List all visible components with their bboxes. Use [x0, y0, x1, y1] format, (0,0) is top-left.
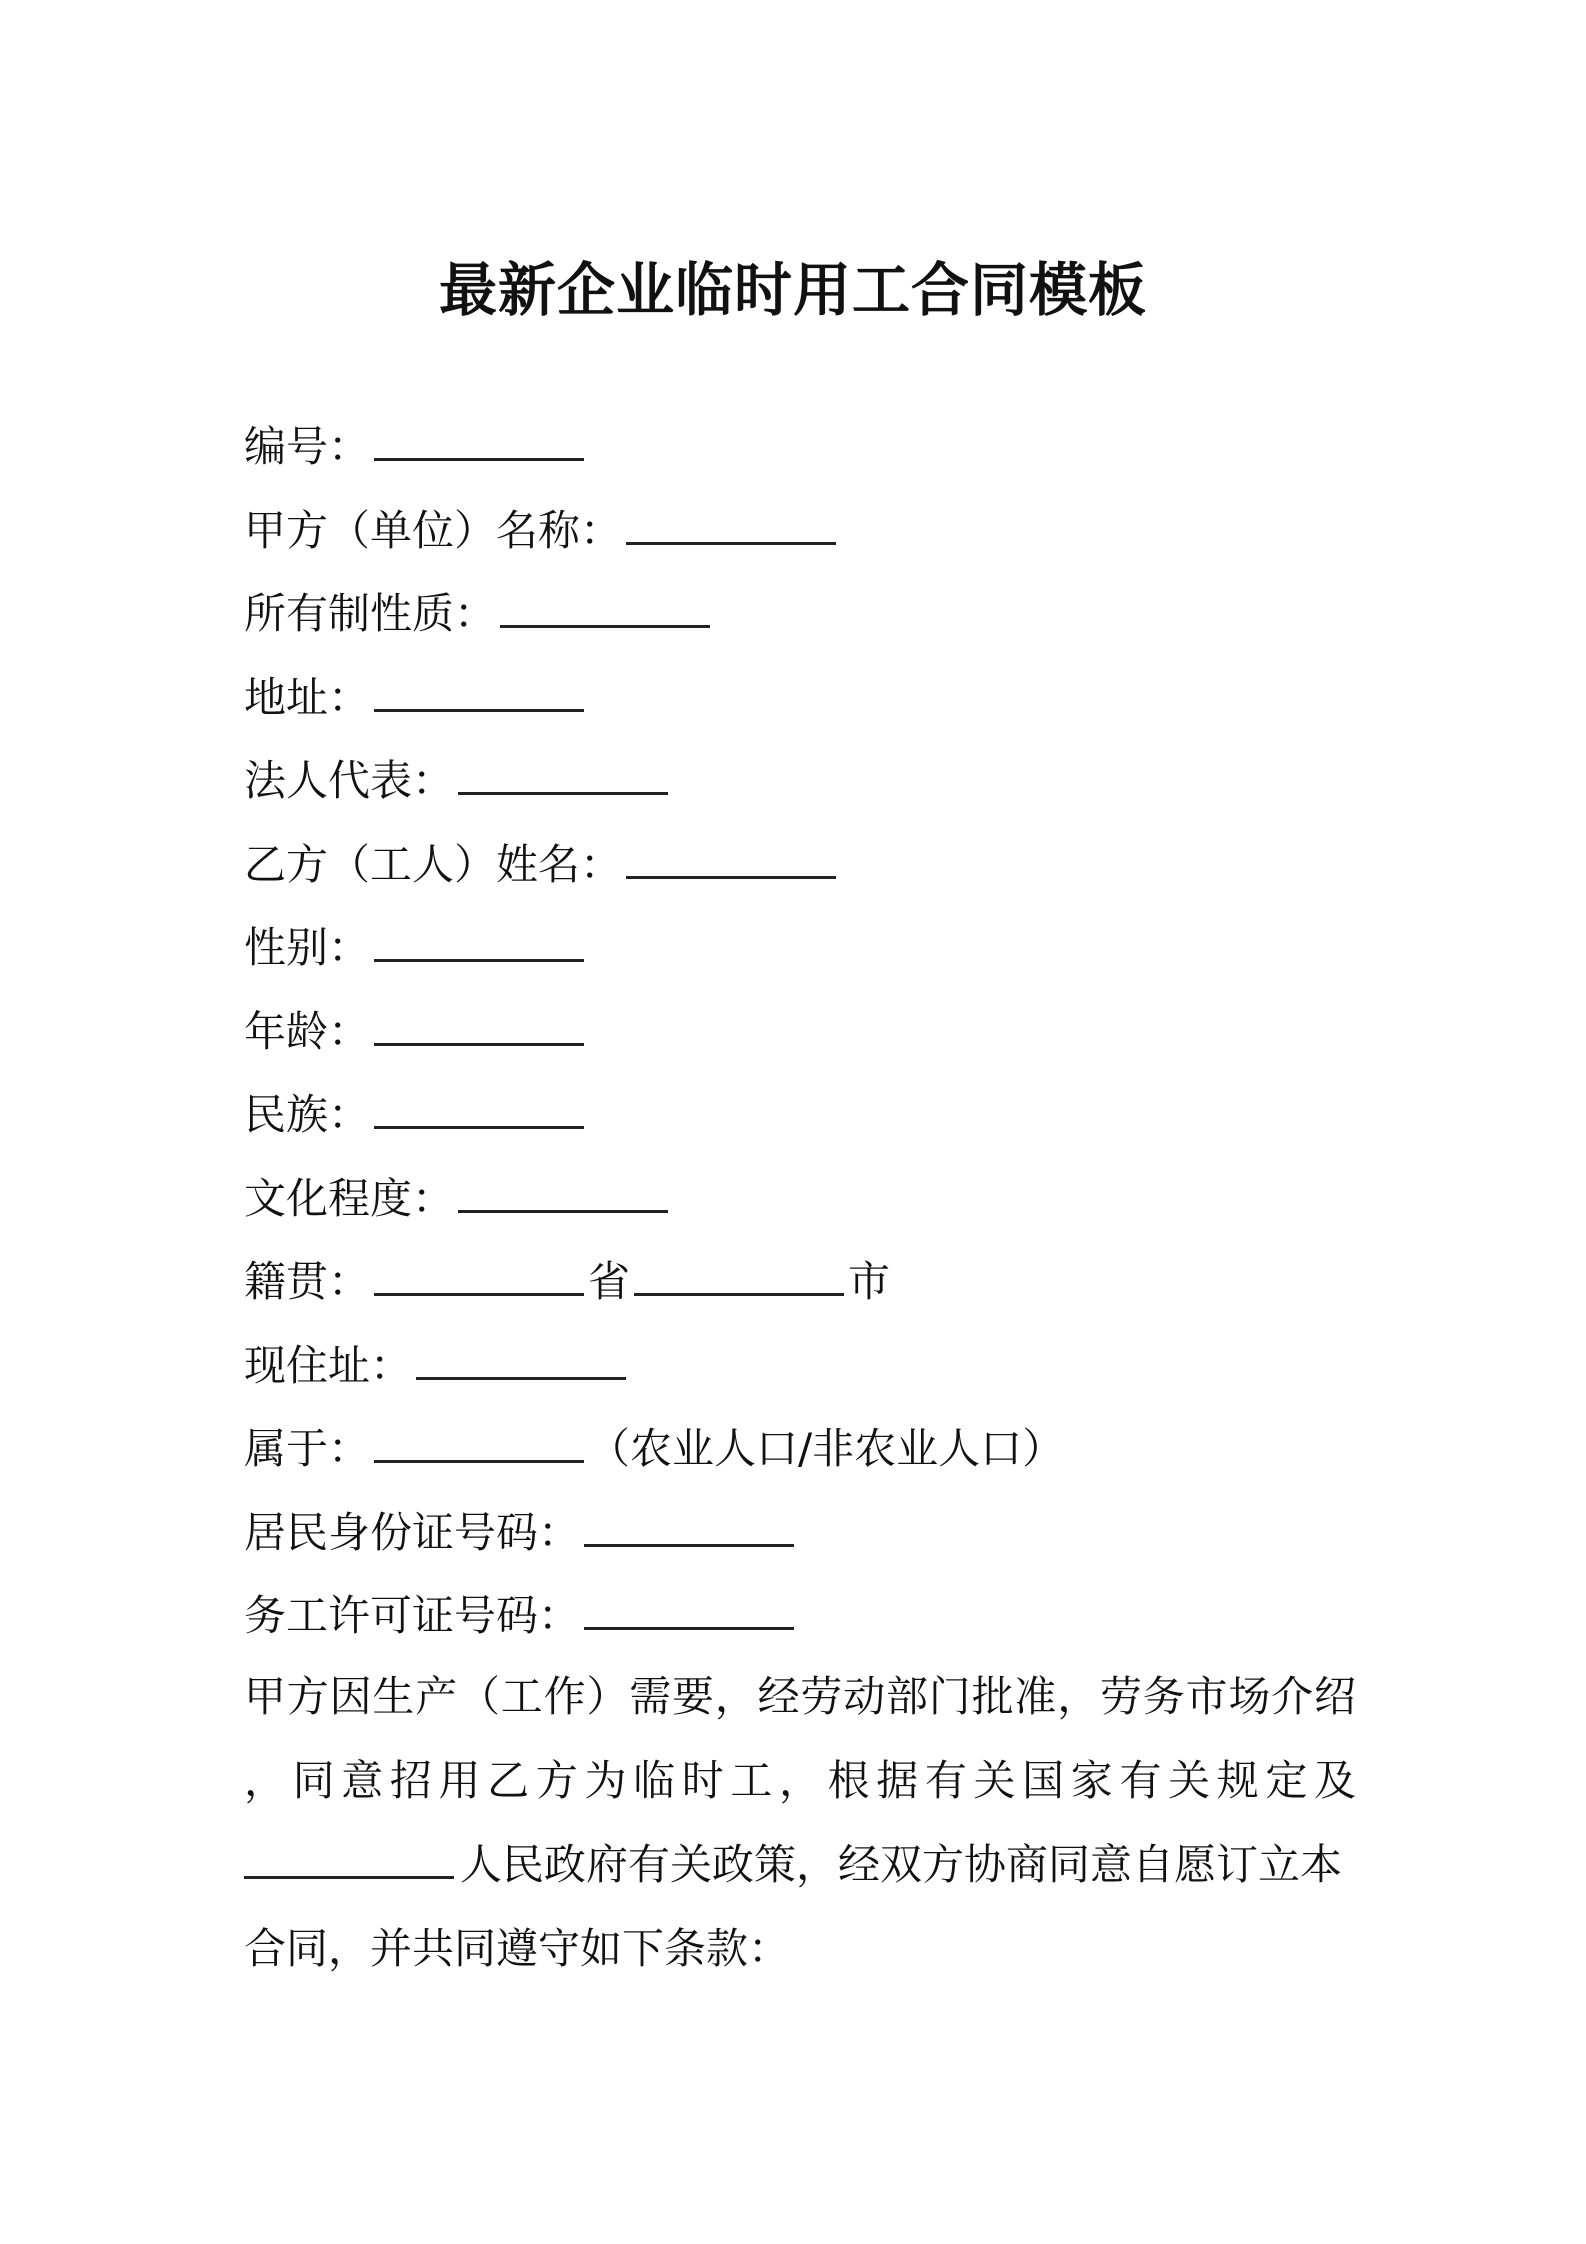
blank-belongs-to[interactable] [374, 1422, 584, 1463]
field-label: 编号： [244, 422, 371, 471]
blank-city[interactable] [634, 1255, 844, 1296]
field-label: 民族： [244, 1090, 371, 1139]
blank-work-permit[interactable] [584, 1589, 794, 1630]
blank-province[interactable] [374, 1255, 584, 1296]
field-label: 务工许可证号码： [244, 1591, 581, 1640]
field-label: 所有制性质： [244, 589, 497, 638]
field-legal-rep [244, 739, 1364, 823]
population-type-note: （农业人口/非农业人口） [588, 1424, 1065, 1473]
city-suffix: 市 [848, 1257, 891, 1306]
field-label: 年龄： [244, 1006, 371, 1056]
field-label: 文化程度： [244, 1173, 455, 1223]
field-label: 现住址： [244, 1340, 413, 1390]
blank-current-address[interactable] [416, 1339, 626, 1380]
blank-ethnicity[interactable] [374, 1088, 584, 1129]
field-gender [244, 906, 1364, 990]
blank-id-number[interactable] [584, 1506, 794, 1547]
blank-ownership[interactable] [500, 587, 710, 628]
field-label: 属于： [244, 1424, 371, 1473]
field-education [244, 1157, 1364, 1241]
blank-legal-rep[interactable] [458, 754, 668, 795]
paragraph-line: 甲方因生产（工作）需要，经劳动部门批准，劳务市场介绍 [244, 1672, 1356, 1721]
field-label: 法人代表： [244, 756, 455, 805]
contract-preamble [244, 1655, 1356, 1991]
paragraph-line: 合同，并共同遵守如下条款： [244, 1924, 791, 1973]
field-label: 籍贯： [244, 1257, 371, 1306]
field-current-address [244, 1324, 1364, 1408]
field-age [244, 990, 1364, 1074]
blank-party-b-name[interactable] [626, 838, 836, 879]
field-number [244, 405, 1364, 489]
paragraph-line: ，同意招用乙方为临时工，根据有关国家有关规定及 [244, 1756, 1356, 1805]
field-label: 居民身份证号码： [244, 1507, 581, 1557]
document-title: 最新企业临时用工合同模板 [438, 256, 1147, 324]
blank-age[interactable] [374, 1005, 584, 1046]
blank-education[interactable] [458, 1172, 668, 1213]
blank-address[interactable] [374, 671, 584, 712]
field-ethnicity [244, 1073, 1364, 1157]
field-label: 性别： [244, 923, 371, 972]
field-work-permit [244, 1574, 1364, 1658]
blank-party-a-name[interactable] [626, 504, 836, 545]
field-belongs-to [244, 1407, 1364, 1491]
field-id-number [244, 1491, 1364, 1575]
blank-gender[interactable] [374, 921, 584, 962]
field-label: 甲方（单位）名称： [244, 505, 623, 555]
field-address [244, 656, 1364, 740]
paragraph-line-with-blank [244, 1823, 1356, 1907]
contract-fields [244, 405, 1364, 1658]
blank-government[interactable] [244, 1838, 454, 1879]
field-label: 地址： [244, 672, 371, 722]
field-label: 乙方（工人）姓名： [244, 839, 623, 889]
field-party-b-name [244, 823, 1364, 907]
paragraph-text: 人民政府有关政策，经双方协商同意自愿订立本 [460, 1840, 1343, 1889]
blank-number[interactable] [374, 420, 584, 461]
field-ownership [244, 572, 1364, 656]
field-native-place [244, 1240, 1364, 1324]
province-suffix: 省 [588, 1257, 631, 1306]
field-party-a-name [244, 489, 1364, 573]
